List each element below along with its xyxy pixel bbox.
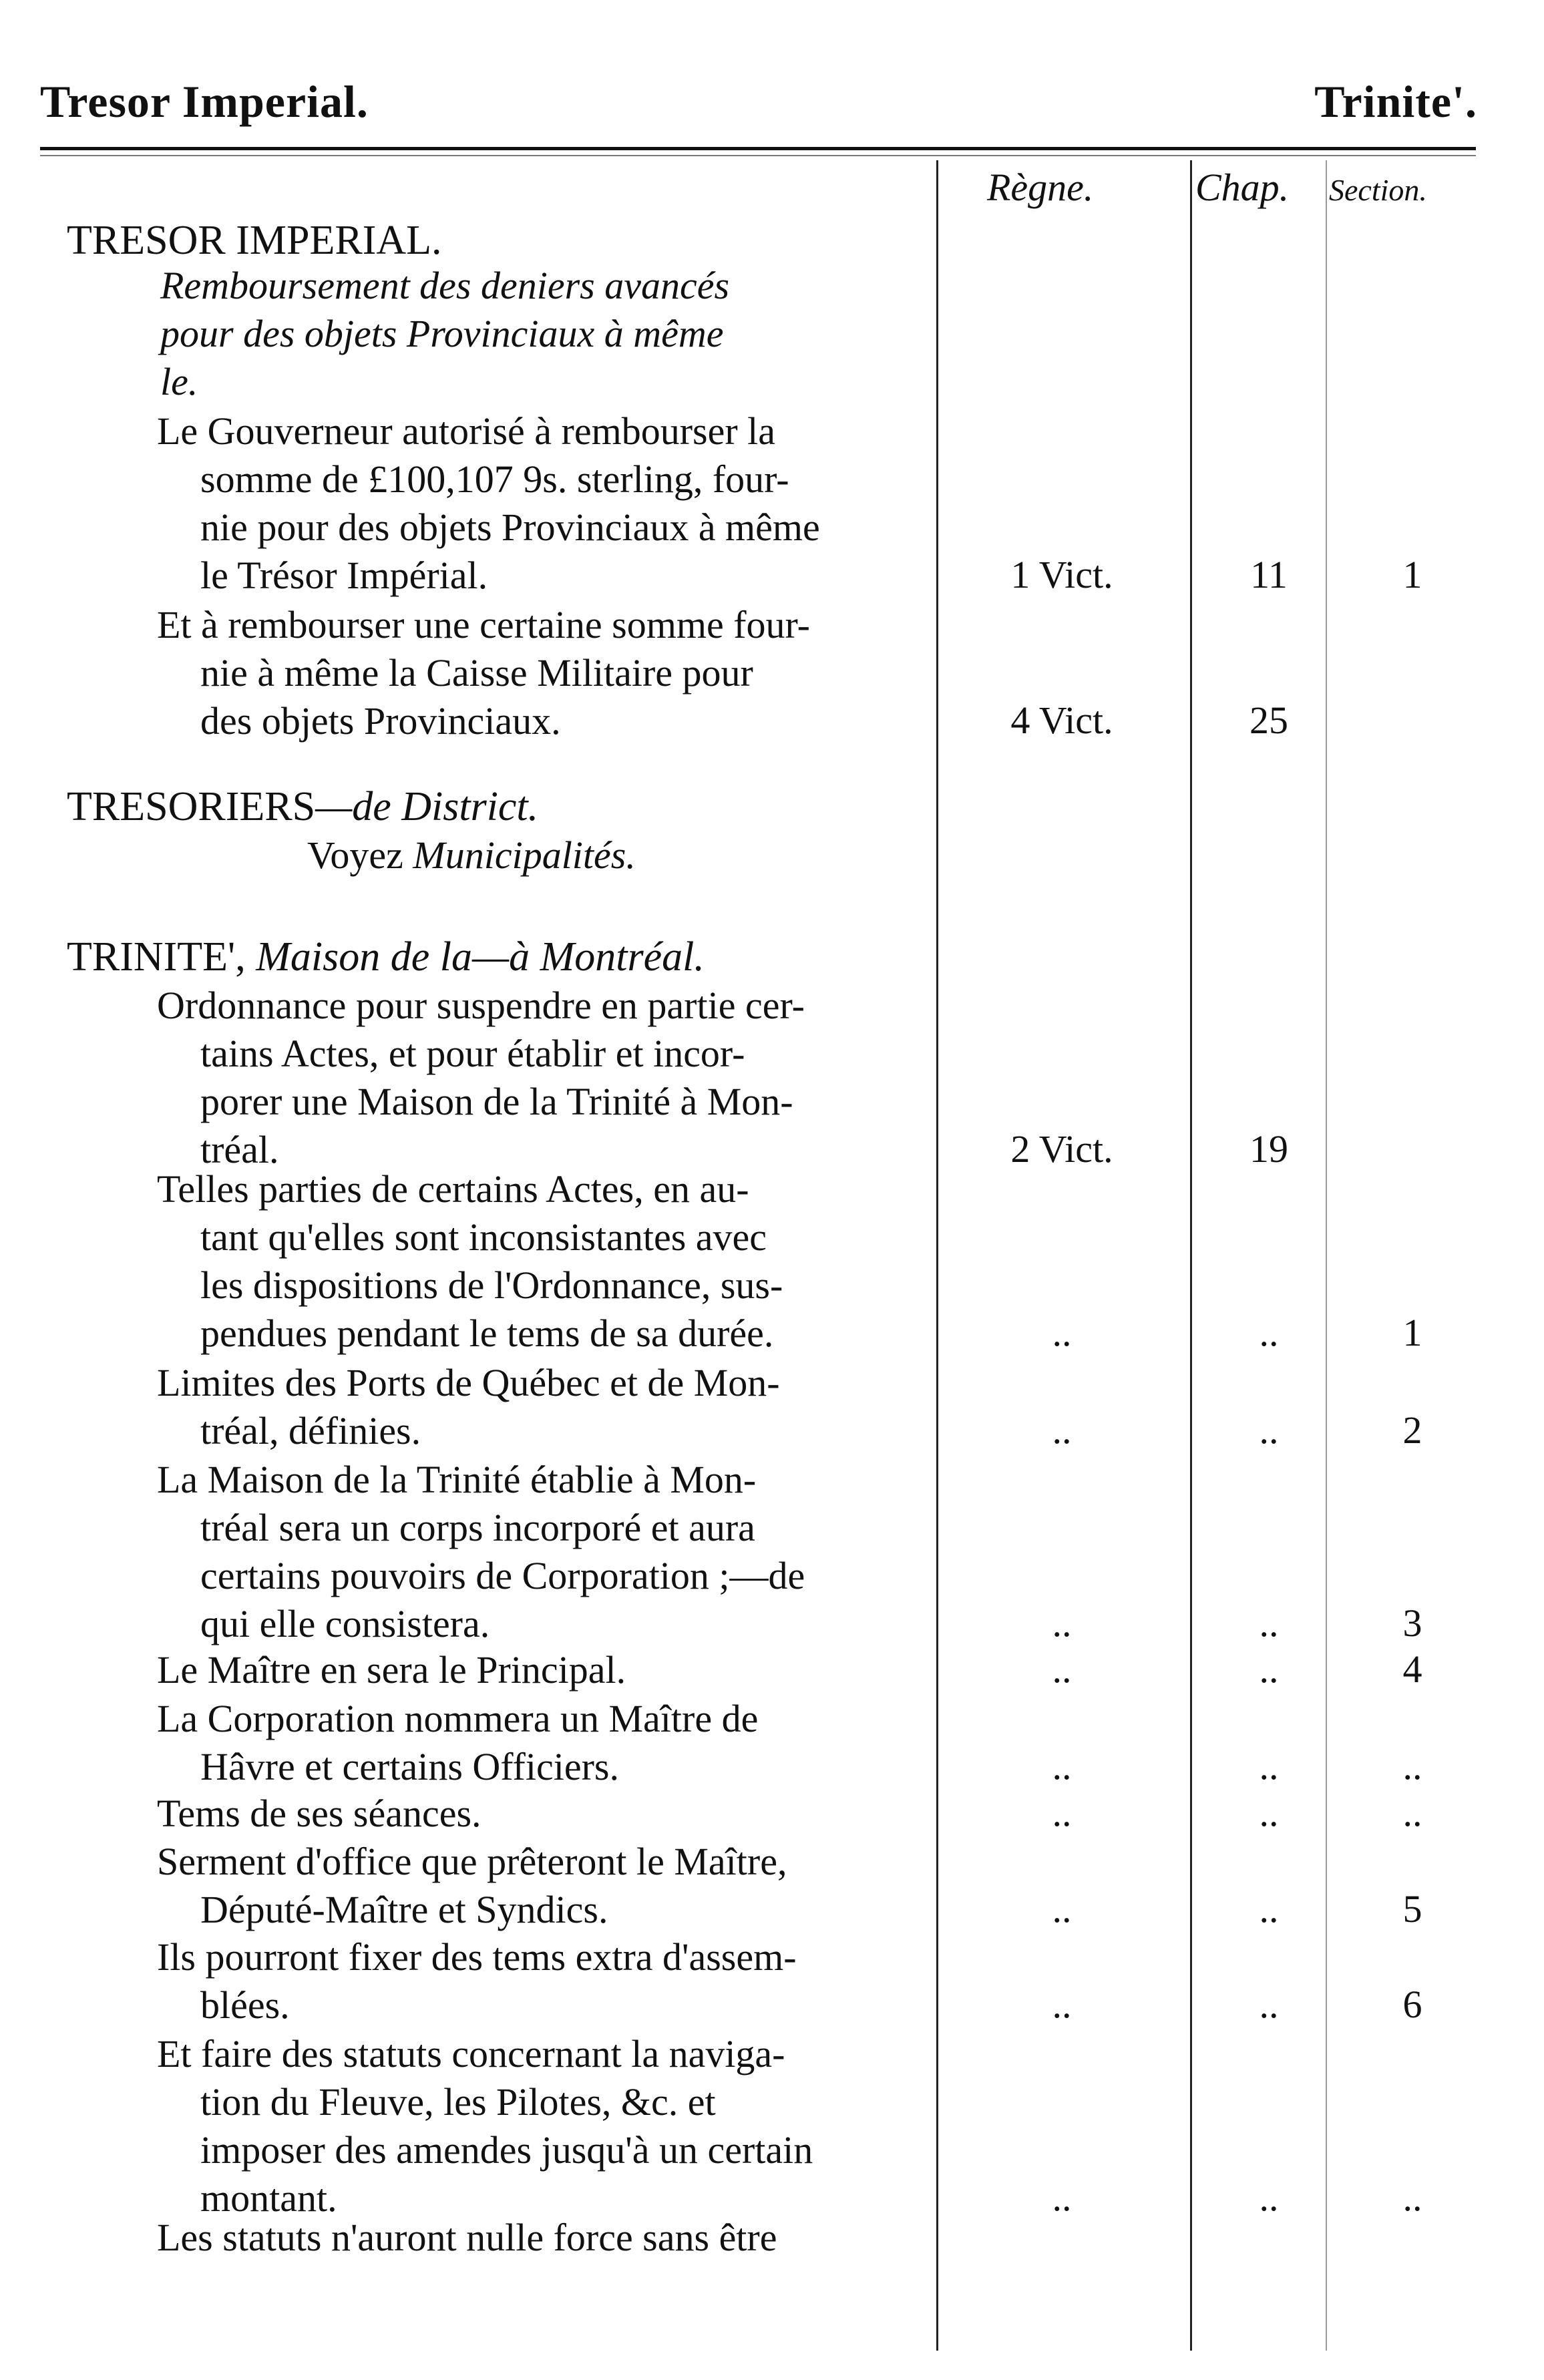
entry-line: imposer des amendes jusqu'à un certain: [200, 2128, 813, 2172]
regne-cell: ..: [1052, 1647, 1072, 1691]
regne-cell: ..: [1052, 1983, 1072, 2026]
regne-cell: 2 Vict.: [1010, 1127, 1113, 1171]
entry-line: Et faire des statuts concernant la naviga-: [157, 2032, 785, 2075]
entry-line: Tems de ses séances.: [157, 1792, 481, 1835]
entry-line: Ils pourront fixer des tems extra d'assem-: [157, 1935, 797, 1979]
heading-italic-text: Municipalités.: [413, 833, 636, 877]
entry-line: le Trésor Impérial.: [200, 554, 488, 597]
entry-line: le.: [160, 360, 198, 403]
entry-line: Serment d'office que prêteront le Maître,: [157, 1840, 787, 1883]
entry-line: tant qu'elles sont inconsistantes avec: [200, 1215, 767, 1259]
chapter-cell: ..: [1259, 1887, 1279, 1931]
header-rule-thin: [40, 155, 1476, 156]
entry-heading: [67, 932, 705, 984]
regne-cell: 1 Vict.: [1010, 553, 1113, 596]
entry-line: Ordonnance pour suspendre en partie cer-: [157, 984, 805, 1027]
entry-heading: [67, 781, 538, 833]
voyez-text: Voyez: [307, 833, 403, 877]
chapter-cell: ..: [1259, 2176, 1279, 2219]
chapter-cell: ..: [1259, 1311, 1279, 1354]
chapter-cell: ..: [1259, 1647, 1279, 1691]
section-cell: 1: [1402, 1311, 1422, 1354]
entry-line: nie pour des objets Provinciaux à même: [200, 506, 820, 549]
chapter-cell: 25: [1249, 699, 1288, 742]
regne-cell: ..: [1052, 1744, 1072, 1788]
entry-line: Député-Maître et Syndics.: [200, 1888, 608, 1931]
chapter-cell: ..: [1259, 1408, 1279, 1452]
entry-line: pendues pendant le tems de sa durée.: [200, 1312, 774, 1355]
entry-line: tréal, définies.: [200, 1409, 421, 1452]
heading-italic-text: —de District.: [315, 784, 539, 829]
entry-line: qui elle consistera.: [200, 1602, 490, 1645]
column-head-chap: Chap.: [1195, 166, 1290, 209]
entry-line: pour des objets Provinciaux à même: [160, 312, 724, 355]
section-cell: 3: [1402, 1601, 1422, 1645]
regne-cell: ..: [1052, 2176, 1072, 2219]
running-head-right: Trinite'.: [1314, 76, 1477, 127]
chapter-cell: ..: [1259, 1744, 1279, 1788]
column-rule-regne: [1190, 160, 1192, 2351]
regne-cell: ..: [1052, 1601, 1072, 1645]
entry-line: Les statuts n'auront nulle force sans être: [157, 2216, 777, 2259]
entry-line: Telles parties de certains Actes, en au-: [157, 1167, 749, 1211]
section-cell: 5: [1402, 1887, 1422, 1931]
regne-cell: ..: [1052, 1408, 1072, 1452]
chapter-cell: 11: [1250, 553, 1288, 596]
entry-line: blées.: [200, 1983, 290, 2027]
regne-cell: 4 Vict.: [1010, 699, 1113, 742]
entry-line: Le Maître en sera le Principal.: [157, 1648, 626, 1692]
entry-line: Remboursement des deniers avancés: [160, 264, 730, 307]
regne-cell: ..: [1052, 1791, 1072, 1834]
entry-line: Limites des Ports de Québec et de Mon-: [157, 1361, 780, 1404]
heading-text: TRESORIERS: [67, 784, 316, 829]
column-rule-text: [936, 160, 938, 2351]
section-cell: 2: [1402, 1408, 1422, 1452]
entry-line: nie à même la Caisse Militaire pour: [200, 651, 753, 695]
chapter-cell: ..: [1259, 1983, 1279, 2026]
chapter-cell: ..: [1259, 1601, 1279, 1645]
section-cell: ..: [1402, 1791, 1422, 1834]
heading-text: TRESOR IMPERIAL.: [67, 218, 442, 263]
entry-line: Le Gouverneur autorisé à rembourser la: [157, 409, 775, 453]
entry-line: certains pouvoirs de Corporation ;—de: [200, 1554, 805, 1597]
entry-line: les dispositions de l'Ordonnance, sus-: [200, 1263, 783, 1307]
running-head-left: Tresor Imperial.: [40, 76, 369, 127]
cross-reference: [307, 831, 636, 880]
section-cell: 1: [1402, 553, 1422, 596]
entry-line: tion du Fleuve, les Pilotes, &c. et: [200, 2080, 716, 2124]
entry-line: tréal.: [200, 1128, 279, 1171]
chapter-cell: ..: [1259, 1791, 1279, 1834]
chapter-cell: 19: [1249, 1127, 1288, 1171]
entry-line: La Maison de la Trinité établie à Mon-: [157, 1458, 757, 1501]
section-cell: 4: [1402, 1647, 1422, 1691]
section-cell: ..: [1402, 2176, 1422, 2219]
heading-italic-text: Maison de la—à Montréal.: [245, 934, 705, 980]
section-cell: ..: [1402, 1744, 1422, 1788]
column-head-section: Section.: [1329, 173, 1427, 207]
entry-line: Hâvre et certains Officiers.: [200, 1745, 619, 1788]
section-cell: 6: [1402, 1983, 1422, 2026]
entry-line: porer une Maison de la Trinité à Mon-: [200, 1080, 793, 1123]
heading-text: TRINITE',: [67, 934, 246, 980]
entry-line: des objets Provinciaux.: [200, 699, 561, 743]
entry-line: Et à rembourser une certaine somme four-: [157, 603, 810, 646]
entry-line: La Corporation nommera un Maître de: [157, 1697, 759, 1740]
entry-heading: [67, 215, 441, 267]
regne-cell: ..: [1052, 1887, 1072, 1931]
entry-line: tains Actes, et pour établir et incor-: [200, 1032, 745, 1075]
column-head-regne: Règne.: [987, 166, 1094, 209]
entry-line: tréal sera un corps incorporé et aura: [200, 1506, 755, 1549]
regne-cell: ..: [1052, 1311, 1072, 1354]
entry-line: somme de £100,107 9s. sterling, four-: [200, 457, 789, 501]
entry-line: montant.: [200, 2176, 337, 2220]
header-rule: [40, 147, 1476, 150]
